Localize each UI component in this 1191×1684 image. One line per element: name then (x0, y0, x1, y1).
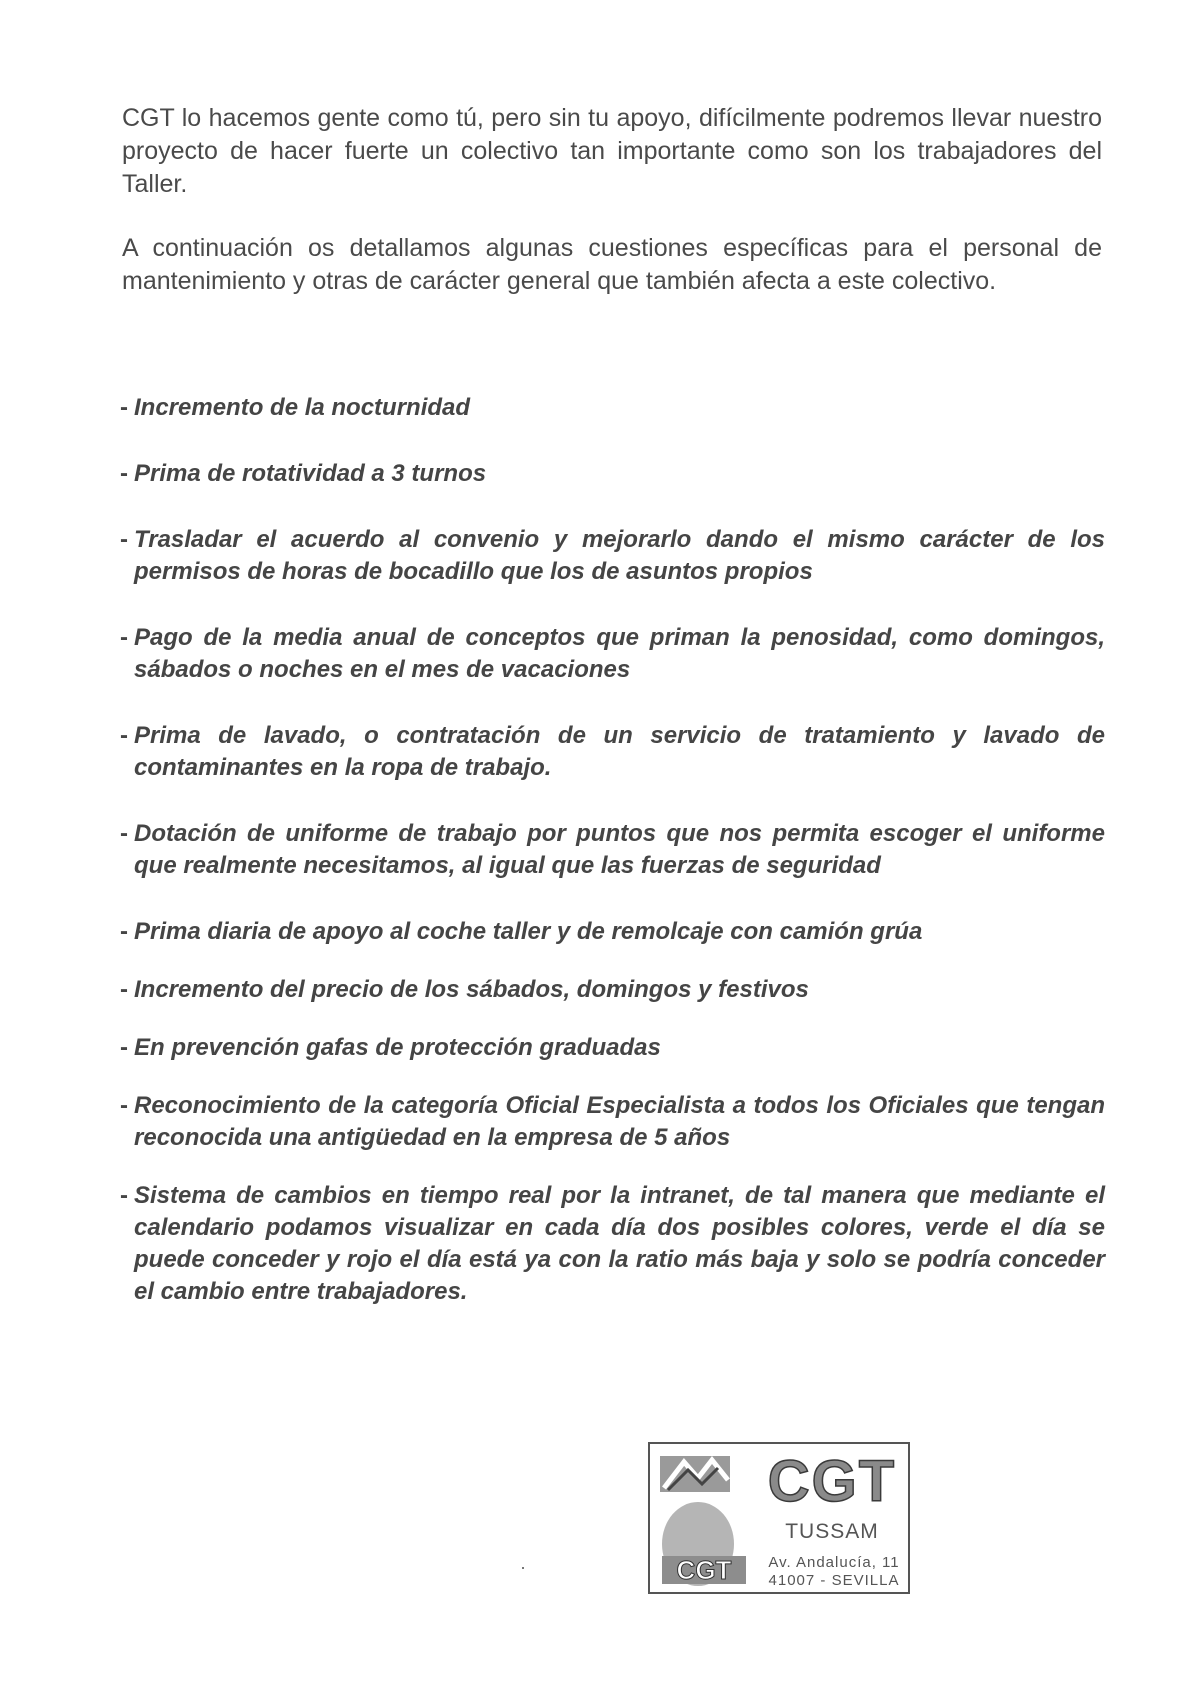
list-item: - Prima diaria de apoyo al coche taller y de remolcaje con camión grúa (120, 916, 1105, 948)
stamp-title: CGT (767, 1449, 897, 1514)
list-item: - Dotación de uniforme de trabajo por puntos que nos permita escoger el uniforme que realmente necesitamos, al igual que las fuerzas de seguridad (120, 818, 1105, 882)
list-item: - Prima de rotatividad a 3 turnos (120, 458, 1105, 490)
scan-speck (522, 1567, 524, 1569)
list-item: - Incremento del precio de los sábados, domingos y festivos (120, 974, 1105, 1006)
stamp-name: TUSSAM (785, 1520, 879, 1543)
list-item: - Pago de la media anual de conceptos que priman la penosidad, como domingos, sábados o noches en el mes de vacaciones (120, 622, 1105, 686)
svg-text:CGT: CGT (676, 1555, 732, 1585)
list-item: - Reconocimiento de la categoría Oficial Especialista a todos los Oficiales que tengan reconocida una antigüedad en la empresa de 5 años (120, 1090, 1105, 1154)
demands-list (120, 392, 1105, 1342)
list-item: - En prevención gafas de protección graduadas (120, 1032, 1105, 1064)
list-item: - Sistema de cambios en tiempo real por la intranet, de tal manera que mediante el calendario podamos visualizar en cada día dos posibles colores, verde el día se puede conceder y rojo el día está ya con la ratio más baja y solo se podría conceder el cambio entre trabajadores. (120, 1180, 1105, 1308)
list-item: - Prima de lavado, o contratación de un servicio de tratamiento y lavado de contaminantes en la ropa de trabajo. (120, 720, 1105, 784)
intro-paragraph-2: A continuación os detallamos algunas cuestiones específicas para el personal de mantenimiento y otras de carácter general que también afecta a este colectivo. (122, 234, 1102, 295)
list-item: - Trasladar el acuerdo al convenio y mejorarlo dando el mismo carácter de los permisos de horas de bocadillo que los de asuntos propios (120, 524, 1105, 588)
stamp-address-line-1: Av. Andalucía, 11 (768, 1554, 900, 1571)
list-item: - Incremento de la nocturnidad (120, 392, 1105, 424)
intro-paragraph-1: CGT lo hacemos gente como tú, pero sin tu apoyo, difícilmente podremos llevar nuestro proyecto de hacer fuerte un colectivo tan importante como son los trabajadores del Taller. (122, 104, 1102, 198)
stamp-address-line-2: 41007 - SEVILLA (768, 1572, 900, 1589)
cgt-logo-icon (658, 1452, 750, 1588)
union-stamp (648, 1442, 910, 1594)
